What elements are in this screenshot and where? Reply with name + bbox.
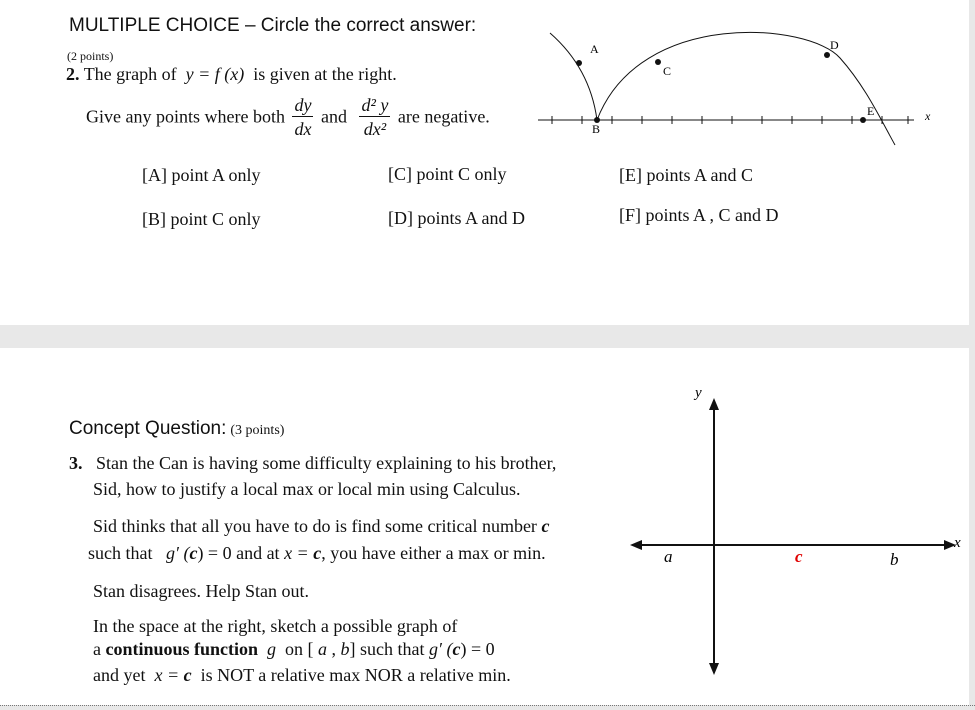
choice-e[interactable]: [E] points A and C <box>619 165 753 185</box>
label-a: a <box>664 547 673 566</box>
x-axis-label: x <box>954 535 961 551</box>
q3-paragraph-1-line-2: Sid, how to justify a local max or local min using Calculus. <box>93 479 521 499</box>
q3-paragraph-5 <box>93 665 511 686</box>
critical-c: c <box>183 665 192 685</box>
paragraph-text: a <box>93 639 101 659</box>
equals-zero: ) = 0 <box>460 639 495 659</box>
equals-zero: ) = 0 and at <box>197 543 280 563</box>
q3-paragraph-1-line-1 <box>69 453 556 474</box>
point-a-marker <box>576 60 582 66</box>
label-b: b <box>890 550 899 569</box>
concept-title: Concept Question: <box>69 418 227 439</box>
label-d: D <box>830 38 839 52</box>
critical-c: c <box>313 543 322 563</box>
q3-paragraph-2-line-1 <box>93 516 549 537</box>
g-symbol: g <box>267 639 277 659</box>
concept-points: (3 points) <box>230 423 285 438</box>
label-x-axis: x <box>925 109 931 123</box>
paragraph-text: Sid thinks that all you have to do is find some critical number <box>93 516 537 536</box>
condition-text: Give any points where both <box>86 106 285 127</box>
stem-text-end: is given at the right. <box>253 64 397 84</box>
condition-text-end: are negative. <box>397 106 490 127</box>
question-3-page <box>0 348 969 705</box>
derivative-condition <box>86 96 490 138</box>
paragraph-text: ] such that <box>349 639 425 659</box>
question-2-page <box>0 0 969 325</box>
label-c: C <box>663 64 672 78</box>
g-prime: g′ ( <box>429 639 453 659</box>
page-bottom-border <box>0 705 975 706</box>
point-e-marker <box>860 117 866 123</box>
second-derivative <box>359 96 390 138</box>
paragraph-text: such that <box>88 543 153 563</box>
function-expression: y = f (x) <box>185 64 245 84</box>
question-2-stem <box>66 64 397 85</box>
question-number: 3. <box>69 453 83 473</box>
points-label: (2 points) <box>67 49 114 63</box>
y-axis-label: y <box>695 385 702 401</box>
question-number: 2. <box>66 64 80 84</box>
q3-paragraph-4-line-2 <box>93 639 495 660</box>
paragraph-text: Stan the Can is having some difficulty explaining to his brother, <box>96 453 557 473</box>
paragraph-text-end: is NOT a relative max NOR a relative min. <box>200 665 511 685</box>
label-e: E <box>867 104 875 118</box>
paragraph-text: and yet <box>93 665 146 685</box>
point-c-marker <box>655 59 661 65</box>
y-axis-arrow-down <box>709 663 719 675</box>
fraction-numerator: d² y <box>361 95 389 115</box>
choice-f[interactable]: [F] points A , C and D <box>619 205 779 225</box>
section-title: MULTIPLE CHOICE – Circle the correct answer: <box>69 15 477 36</box>
first-derivative <box>292 96 313 138</box>
a-symbol: a <box>318 639 328 659</box>
function-graph <box>530 28 950 158</box>
fraction-denominator: dx² <box>363 119 387 139</box>
q3-paragraph-4-line-1: In the space at the right, sketch a possible graph of <box>93 616 458 636</box>
q3-paragraph-2-line-2 <box>88 543 546 564</box>
critical-c: c <box>189 543 198 563</box>
curve-main-arc <box>597 32 895 145</box>
continuous-function-text: continuous function <box>105 639 259 659</box>
b-symbol: b <box>340 639 350 659</box>
label-b: B <box>592 122 601 136</box>
x-equals: x = <box>284 543 309 563</box>
x-axis-arrow-left <box>630 540 642 550</box>
and-text: and <box>320 106 347 127</box>
comma: , <box>331 639 337 659</box>
interval-open: on [ <box>285 639 314 659</box>
choice-b[interactable]: [B] point C only <box>142 209 261 229</box>
fraction-denominator: dx <box>294 119 312 139</box>
y-axis-arrow-up <box>709 398 719 410</box>
q3-paragraph-3: Stan disagrees. Help Stan out. <box>93 581 309 601</box>
sketch-axes[interactable] <box>620 383 969 683</box>
point-d-marker <box>824 52 830 58</box>
paragraph-text-end: , you have either a max or min. <box>321 543 546 563</box>
choice-a[interactable]: [A] point A only <box>142 165 261 185</box>
stem-text: The graph of <box>83 64 177 84</box>
choice-d[interactable]: [D] points A and D <box>388 208 525 228</box>
g-prime: g′ ( <box>166 543 190 563</box>
x-equals: x = <box>154 665 180 685</box>
fraction-numerator: dy <box>294 95 312 115</box>
label-c: c <box>795 547 803 566</box>
critical-c: c <box>541 516 550 536</box>
label-a: A <box>590 42 599 56</box>
concept-heading <box>69 418 284 440</box>
choice-c[interactable]: [C] point C only <box>388 164 507 184</box>
critical-c: c <box>452 639 461 659</box>
